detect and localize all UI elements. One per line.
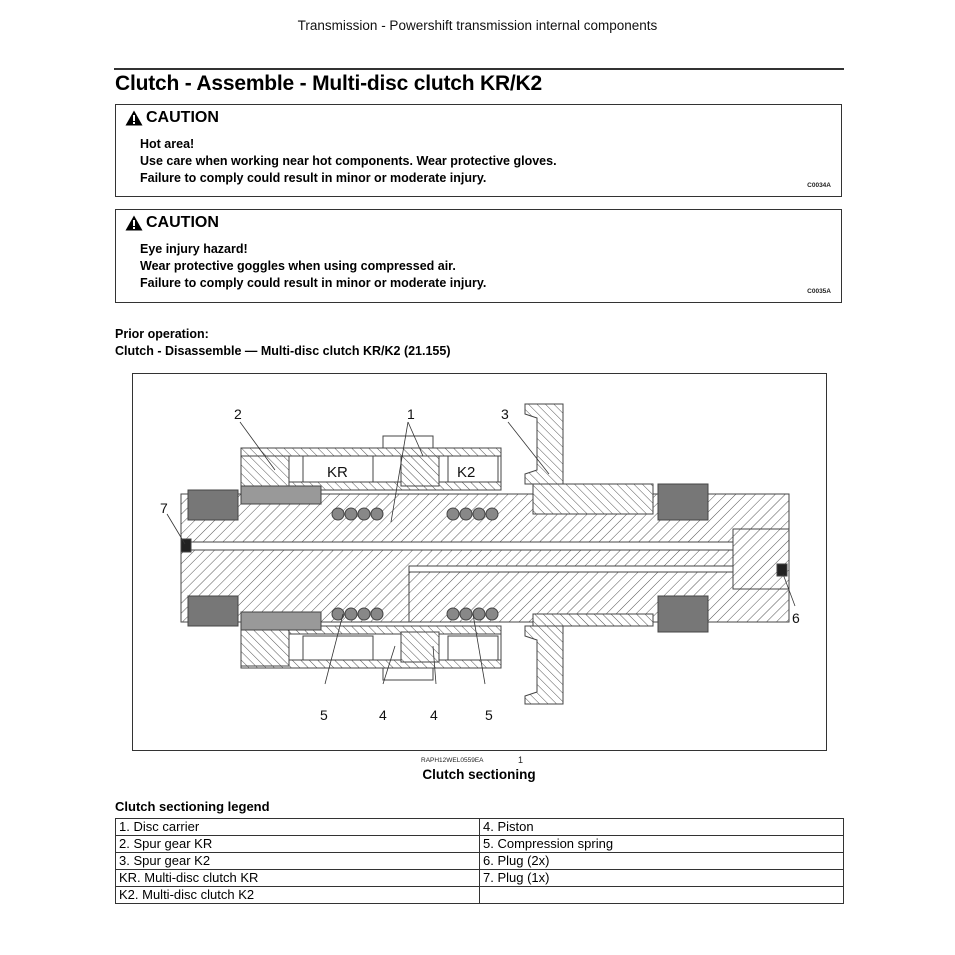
clutch-section-drawing	[133, 374, 825, 749]
caution-box-hot-area	[115, 104, 842, 197]
caution-line: Failure to comply could result in minor or moderate injury.	[140, 276, 487, 290]
callout-1: 1	[407, 406, 415, 422]
warning-triangle-icon	[125, 215, 143, 231]
figure-caption: Clutch sectioning	[422, 767, 536, 782]
legend-cell: KR. Multi-disc clutch KR	[116, 870, 480, 887]
prior-operation	[115, 326, 451, 360]
legend-cell: 2. Spur gear KR	[116, 836, 480, 853]
bearing-right-outer-upper	[658, 484, 708, 520]
prior-operation-label: Prior operation:	[115, 327, 209, 341]
page-title: Clutch - Assemble - Multi-disc clutch KR/K2	[115, 72, 543, 95]
caution-line: Eye injury hazard!	[140, 242, 248, 256]
table-row	[116, 870, 844, 887]
spur-gear-k2-upper	[525, 404, 563, 484]
callout-4: 4	[430, 707, 438, 723]
caution-label: CAUTION	[146, 214, 219, 231]
callout-3: 3	[501, 406, 509, 422]
caution-code: C0035A	[807, 288, 831, 295]
caution-line: Failure to comply could result in minor or moderate injury.	[140, 171, 487, 185]
table-row	[116, 836, 844, 853]
caution-text	[140, 136, 557, 187]
table-row	[116, 887, 844, 904]
caution-code: C0034A	[807, 182, 831, 189]
callout-5: 5	[485, 707, 493, 723]
warning-triangle-icon	[125, 110, 143, 126]
title-rule	[114, 68, 844, 70]
caution-label: CAUTION	[146, 109, 219, 126]
clutch-section-figure	[132, 373, 827, 751]
prior-operation-link[interactable]: Clutch - Disassemble — Multi-disc clutch KR/K2 (21.155)	[115, 344, 451, 358]
legend-table	[115, 818, 844, 904]
figure-code: RAPH12WEL0559EA	[421, 757, 484, 764]
page-header: Transmission - Powershift transmission internal components	[297, 18, 658, 33]
legend-title: Clutch sectioning legend	[115, 799, 270, 814]
piston-block	[401, 456, 439, 486]
plug-6	[777, 564, 787, 576]
bearing-right-outer-lower	[658, 596, 708, 632]
label-kr: KR	[327, 464, 348, 481]
figure-number: 1	[518, 755, 524, 765]
callout-7: 7	[160, 500, 168, 516]
caution-heading	[125, 109, 219, 127]
oil-bore-lower	[409, 566, 789, 572]
legend-cell	[480, 887, 844, 904]
caution-line: Use care when working near hot components. Wear protective gloves.	[140, 154, 557, 168]
callout-4: 4	[379, 707, 387, 723]
table-row	[116, 819, 844, 836]
legend-cell: K2. Multi-disc clutch K2	[116, 887, 480, 904]
legend-cell: 1. Disc carrier	[116, 819, 480, 836]
plug-7	[181, 539, 191, 552]
caution-heading	[125, 214, 219, 232]
spur-gear-k2-lower	[525, 626, 563, 704]
legend-cell: 6. Plug (2x)	[480, 853, 844, 870]
caution-line: Wear protective goggles when using compressed air.	[140, 259, 456, 273]
callout-6: 6	[792, 610, 800, 626]
label-k2: K2	[457, 464, 476, 481]
callout-2: 2	[234, 406, 242, 422]
callout-5: 5	[320, 707, 328, 723]
spur-gear-kr-lower	[241, 626, 289, 666]
bearing-left-lower	[188, 596, 238, 626]
oil-bore-upper	[183, 542, 789, 550]
legend-cell: 7. Plug (1x)	[480, 870, 844, 887]
legend-cell: 5. Compression spring	[480, 836, 844, 853]
caution-text	[140, 241, 486, 292]
legend-cell: 3. Spur gear K2	[116, 853, 480, 870]
caution-box-eye-injury	[115, 209, 842, 303]
bearing-left-upper	[188, 490, 238, 520]
table-row	[116, 853, 844, 870]
legend-cell: 4. Piston	[480, 819, 844, 836]
caution-line: Hot area!	[140, 137, 195, 151]
